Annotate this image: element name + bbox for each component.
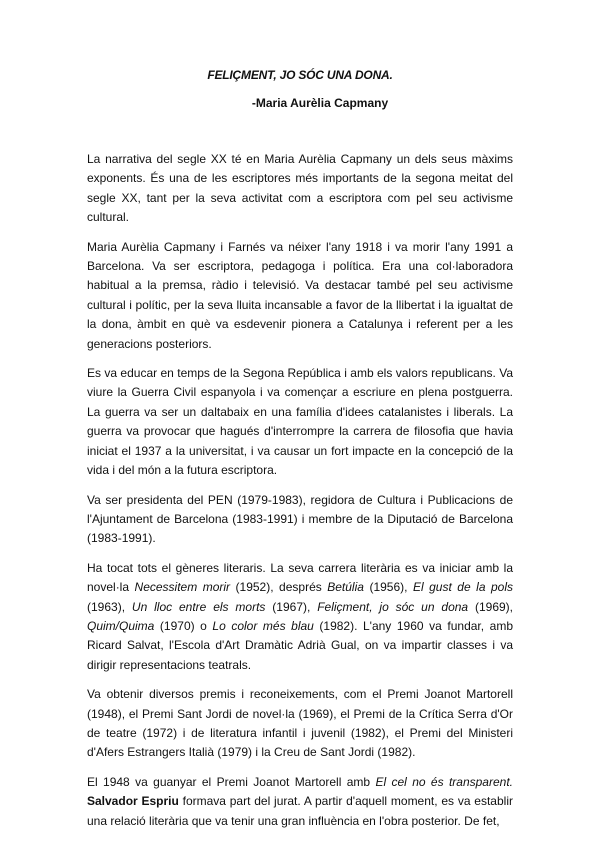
- work-title: Betúlia: [327, 580, 364, 595]
- work-title: Feliçment, jo sóc un dona: [317, 599, 469, 614]
- text-run: (1970) o: [154, 618, 213, 633]
- text-run: (1952), després: [230, 580, 328, 595]
- work-title: Quim/Quima: [87, 618, 155, 633]
- work-title: Necessitem morir: [134, 580, 231, 595]
- work-title: Un lloc entre els morts: [131, 599, 266, 614]
- paragraph-1: La narrativa del segle XX té en Maria Aurèlia Capmany un dels seus màxims exponents. És una de les escriptores més importants de la segona meitat del segle XX, tant per la seva activitat com a escriptora com pel seu activisme cultural.: [87, 152, 513, 225]
- paragraph-3: Es va educar en temps de la Segona República i amb els valors republicans. Va viure la Guerra Civil espanyola i va començar a escriure en plena postguerra. La guerra va ser un daltabaix en una família d'idees catalanistes i liberals. La guerra va provocar que hagués d'interrompre la carrera de filosofia que havia iniciat el 1937 a la universitat, i va causar un fort impacte en la concepció de la vida i del món a la futura escriptora.: [87, 366, 513, 478]
- work-title: Lo color més blau: [212, 618, 314, 633]
- text-run: Ha tocat tots el gèneres literaris. La seva carrera literària es va iniciar amb la novel·la: [87, 560, 513, 595]
- text-run: (1967),: [265, 599, 318, 614]
- paragraph-5: [87, 559, 513, 675]
- text-run: El 1948 va guanyar el Premi Joanot Martorell amb: [87, 774, 376, 789]
- work-title: El gust de la pols: [412, 580, 513, 595]
- document-title: FELIÇMENT, JO SÓC UNA DONA.: [207, 68, 393, 82]
- person-name: Salvador Espriu: [87, 794, 179, 809]
- document-body: [87, 150, 513, 841]
- paragraph-2: Maria Aurèlia Capmany i Farnés va néixer l'any 1918 i va morir l'any 1991 a Barcelona. Va ser escriptora, pedagoga i política. Era una col·laboradora habitual a la premsa, ràdio i televisió. Va destacar també pel seu activisme cultural i polític, per la seva lluita incansable a favor de la llibertat i la igualtat de la dona, àmbit en què va esdevenir pionera a Catalunya i referent per a les generacions posteriors.: [87, 239, 513, 351]
- text-run: (1969),: [468, 599, 514, 614]
- text-run: (1956),: [363, 580, 413, 595]
- paragraph-7: [87, 773, 513, 831]
- document-author: -Maria Aurèlia Capmany: [251, 96, 389, 110]
- work-title: El cel no és transparent.: [375, 774, 513, 789]
- paragraph-6: Va obtenir diversos premis i reconeixements, com el Premi Joanot Martorell (1948), el Premi Sant Jordi de novel·la (1969), el Premi de la Crítica Serra d'Or de teatre (1972) i de literatura infantil i juvenil (1982), el Premi del Ministeri d'Afers Estrangers Italià (1979) i la Creu de Sant Jordi (1982).: [87, 687, 513, 760]
- text-run: (1963),: [87, 599, 132, 614]
- text-run: (1982). L'any 1960 va fundar, amb Ricard Salvat, l'Escola d'Art Dramàtic Adrià Gual, on va impartir classes i va dirigir representacions teatrals.: [87, 618, 513, 672]
- text-run: formava part del jurat. A partir d'aquell moment, es va establir una relació literària que va tenir una gran influència en l'obra posterior. De fet,: [87, 794, 513, 828]
- paragraph-4: Va ser presidenta del PEN (1979-1983), regidora de Cultura i Publicacions de l'Ajuntament de Barcelona (1983-1991) i membre de la Diputació de Barcelona (1983-1991).: [87, 492, 513, 546]
